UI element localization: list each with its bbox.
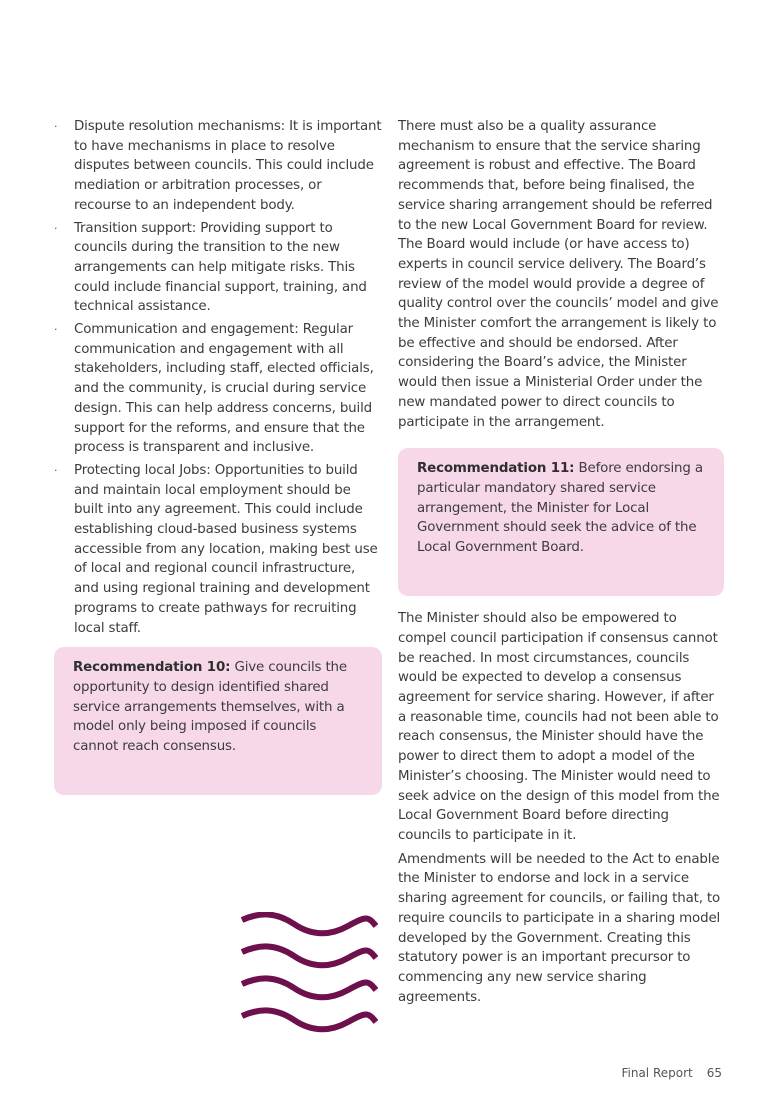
wave-line bbox=[242, 946, 376, 965]
bullet-marker: · bbox=[54, 120, 58, 133]
list-item bbox=[54, 117, 382, 216]
recommendation-text: Before endorsing a particular mandatory shared service arrangement, the Minister for Local Government should seek the advice of the Local Government Board. bbox=[417, 461, 703, 556]
right-column bbox=[398, 117, 724, 1011]
left-column bbox=[54, 117, 382, 795]
list-item bbox=[54, 461, 382, 638]
recommendation-label: Recommendation 10: bbox=[73, 660, 231, 676]
bullet-marker: · bbox=[54, 463, 58, 477]
bullet-text: Communication and engagement: Regular communication and engagement with all stakeholders, including staff, elected officials, and the community, is crucial during service design. This can help address concerns, build support for the reforms, and ensure that the process is transparent and inclusive. bbox=[74, 322, 374, 456]
list-item bbox=[54, 320, 382, 458]
bullet-text: Dispute resolution mechanisms: It is important to have mechanisms in place to resolve disputes between councils. This could include mediation or arbitration processes, or recourse to an independent body. bbox=[74, 119, 382, 213]
recommendation-label: Recommendation 11: bbox=[417, 461, 575, 477]
bullet-text: Protecting local Jobs: Opportunities to build and maintain local employment should be built into any agreement. This could include establishing cloud-based business systems accessible from any location, making best use of local and regional council infrastructure, and using regional training and development programs to create pathways for recruiting local staff. bbox=[74, 462, 378, 636]
wave-line bbox=[242, 1010, 376, 1029]
bullet-marker: · bbox=[54, 221, 58, 235]
recommendation-text: Give councils the opportunity to design identified shared service arrangements themselves, with a model only being imposed if councils cannot reach consensus. bbox=[73, 660, 347, 755]
wave-line bbox=[242, 978, 376, 997]
paragraph-quality-assurance: There must also be a quality assurance mechanism to ensure that the service sharing agreement is robust and effective. The Board recommends that, before being finalised, the service sharing arrangement should be referred to the new Local Government Board for review. The Board would include (or have access to) experts in council service delivery. The Board’s review of the model would provide a degree of quality control over the councils’ model and give the Minister comfort the arrangement is likely to be effective and should be endorsed. After considering the Board’s advice, the Minister would then issue a Ministerial Order under the new mandated power to direct councils to participate in the arrangement. bbox=[398, 119, 719, 430]
bullet-marker: · bbox=[54, 323, 58, 337]
paragraph-amendments: Amendments will be needed to the Act to enable the Minister to endorse and lock in a service sharing agreement for councils, or failing that, to require councils to participate in a sharing model developed by the Government. Creating this statutory power is an important precursor to commencing any new service sharing agreements. bbox=[398, 851, 721, 1005]
wave-line bbox=[242, 914, 376, 933]
recommendation-10-box bbox=[54, 647, 382, 795]
footer-label: Final Report bbox=[621, 1066, 693, 1080]
bullet-list bbox=[54, 117, 382, 638]
wave-lines-icon bbox=[240, 912, 378, 1038]
recommendation-11-box bbox=[398, 448, 724, 596]
page-number: 65 bbox=[706, 1066, 722, 1080]
paragraph-minister-powers: The Minister should also be empowered to compel council participation if consensus cannot be reached. In most circumstances, councils would be expected to develop a consensus agreement for service sharing. However, if after a reasonable time, councils had not been able to reach consensus, the Minister should have the power to direct them to adopt a model of the Minister’s choosing. The Minister would need to seek advice on the design of this model from the Local Government Board before directing councils to participate in it. bbox=[398, 611, 720, 843]
bullet-text: Transition support: Providing support to councils during the transition to the new arrangements can help mitigate risks. This could include financial support, training, and technical assistance. bbox=[74, 220, 367, 315]
list-item bbox=[54, 219, 382, 318]
page-footer bbox=[621, 1066, 722, 1080]
